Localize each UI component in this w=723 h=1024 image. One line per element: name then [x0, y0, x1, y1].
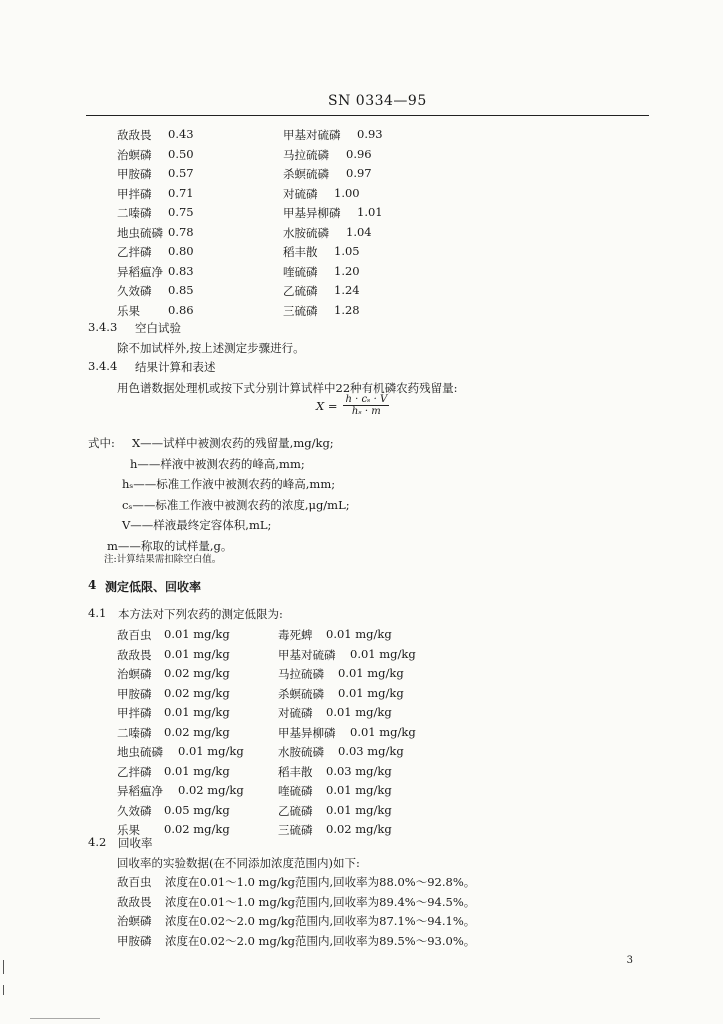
rt-name-right: 对硫磷 — [283, 186, 318, 201]
lod-name-left: 久效磷 — [117, 803, 152, 818]
rt-value-left: 0.75 — [168, 205, 194, 219]
rt-name-left: 甲胺磷 — [117, 167, 152, 181]
rt-name-right: 马拉硫磷 — [283, 147, 329, 162]
rt-name-left: 久效磷 — [117, 284, 152, 298]
lod-value-right: 0.01 mg/kg — [326, 802, 392, 817]
rt-name-left: 敌敌畏 — [117, 128, 152, 142]
rt-value-left: 0.78 — [168, 224, 194, 239]
section-title: 测定低限、回收率 — [105, 580, 202, 594]
rt-value-right: 0.97 — [346, 166, 372, 180]
rt-value-left: 0.80 — [168, 244, 194, 258]
lod-name-right: 对硫磷 — [278, 706, 313, 720]
recovery-text: 浓度在0.01～1.0 mg/kg范围内,回收率为88.0%～92.8%。 — [165, 875, 476, 889]
rt-name-right: 三硫磷 — [283, 303, 318, 318]
document-code-header: SN 0334—95 — [328, 93, 427, 109]
lod-name-left: 敌敌畏 — [117, 647, 152, 662]
section-title: 空白试验 — [135, 321, 181, 335]
lod-value-right: 0.01 mg/kg — [350, 724, 416, 739]
section-body: 回收率的实验数据(在不同添加浓度范围内)如下: — [117, 856, 360, 870]
rt-value-right: 1.20 — [334, 263, 360, 278]
section-body: 除不加试样外,按上述测定步骤进行。 — [117, 341, 305, 355]
lod-name-left: 甲胺磷 — [117, 686, 152, 701]
lod-name-right: 甲基异柳磷 — [278, 725, 336, 740]
rt-name-right: 水胺硫磷 — [283, 225, 329, 240]
lod-name-right: 稻丰散 — [278, 764, 313, 779]
rt-name-right: 乙硫磷 — [283, 284, 318, 298]
note: 注:计算结果需扣除空白值。 — [104, 554, 222, 565]
rt-value-right: 1.01 — [357, 205, 383, 219]
rt-value-left: 0.71 — [168, 185, 194, 200]
lod-value-left: 0.01 mg/kg — [164, 705, 230, 719]
rt-name-left: 乐果 — [117, 303, 140, 318]
section-number: 4.1 — [88, 606, 107, 620]
section-number: 3.4.3 — [88, 320, 118, 334]
recovery-text: 浓度在0.01～1.0 mg/kg范围内,回收率为89.4%～94.5%。 — [165, 894, 476, 909]
lod-name-right: 甲基对硫磷 — [278, 647, 336, 662]
lod-value-left: 0.02 mg/kg — [164, 685, 230, 700]
rt-name-right: 杀螟硫磷 — [283, 167, 329, 181]
rt-name-left: 甲拌磷 — [117, 186, 152, 201]
scan-mark — [3, 985, 4, 995]
rt-value-right: 0.96 — [346, 146, 372, 161]
lod-value-right: 0.01 mg/kg — [326, 783, 392, 797]
recovery-text: 浓度在0.02～2.0 mg/kg范围内,回收率为89.5%～93.0%。 — [165, 933, 476, 948]
formula-denominator: hₛ · m — [351, 406, 381, 417]
formula-numerator: h · cₛ · V — [345, 394, 388, 405]
rt-name-left: 异稻瘟净 — [117, 264, 163, 279]
lod-value-right: 0.02 mg/kg — [326, 822, 392, 836]
rt-name-right: 甲基异柳磷 — [283, 206, 341, 220]
recovery-name: 敌敌畏 — [117, 894, 152, 909]
formula-fraction — [343, 394, 389, 417]
rt-value-left: 0.85 — [168, 283, 194, 297]
rt-value-right: 0.93 — [357, 127, 383, 141]
rt-value-right: 1.28 — [334, 302, 360, 317]
lod-value-left: 0.02 mg/kg — [164, 666, 230, 680]
rt-name-right: 甲基对硫磷 — [283, 128, 341, 142]
lod-name-right: 乙硫磷 — [278, 803, 313, 818]
lod-value-left: 0.01 mg/kg — [164, 646, 230, 661]
rt-value-left: 0.83 — [168, 263, 194, 278]
formula-lhs: X = — [316, 398, 338, 413]
lod-name-right: 喹硫磷 — [278, 784, 313, 798]
lod-name-left: 乙拌磷 — [117, 764, 152, 779]
lod-value-right: 0.01 mg/kg — [338, 666, 404, 680]
lod-value-right: 0.01 mg/kg — [326, 627, 392, 641]
lod-value-left: 0.02 mg/kg — [164, 724, 230, 739]
variable-definition: m——称取的试样量,g。 — [107, 538, 233, 553]
rt-value-right: 1.04 — [346, 224, 372, 239]
lod-name-left: 敌百虫 — [117, 628, 152, 642]
header-rule — [86, 115, 649, 116]
lod-name-left: 异稻瘟净 — [117, 784, 163, 798]
lod-value-left: 0.02 mg/kg — [164, 822, 230, 836]
lod-name-left: 地虫硫磷 — [117, 745, 163, 759]
lod-name-left: 二嗪磷 — [117, 725, 152, 740]
variable-definition: hₛ——标准工作液中被测农药的峰高,mm; — [122, 477, 336, 491]
lod-value-left: 0.01 mg/kg — [164, 627, 230, 641]
lod-value-right: 0.01 mg/kg — [350, 646, 416, 661]
lod-name-left: 乐果 — [117, 823, 140, 837]
rt-value-right: 1.24 — [334, 283, 360, 297]
recovery-name: 敌百虫 — [117, 875, 152, 889]
recovery-name: 甲胺磷 — [117, 933, 152, 948]
rt-value-right: 1.05 — [334, 244, 360, 258]
rt-value-right: 1.00 — [334, 185, 360, 200]
rt-value-left: 0.43 — [168, 127, 194, 141]
variable-definition: h——样液中被测农药的峰高,mm; — [130, 456, 305, 471]
rt-name-left: 二嗪磷 — [117, 206, 152, 220]
lod-value-left: 0.01 mg/kg — [178, 744, 244, 758]
formula — [316, 394, 389, 417]
lod-name-left: 甲拌磷 — [117, 706, 152, 720]
section-title: 结果计算和表述 — [135, 360, 216, 374]
lod-name-right: 水胺硫磷 — [278, 745, 324, 759]
recovery-name: 治螟磷 — [117, 914, 152, 928]
variable-definition: V——样液最终定容体积,mL; — [122, 518, 272, 532]
scan-mark — [3, 960, 4, 974]
rt-value-left: 0.86 — [168, 302, 194, 317]
section-number: 3.4.4 — [88, 359, 118, 373]
variable-definition: X——试样中被测农药的残留量,mg/kg; — [132, 436, 334, 450]
section-number: 4.2 — [88, 835, 107, 849]
lod-name-right: 三硫磷 — [278, 823, 313, 837]
lod-value-left: 0.01 mg/kg — [164, 763, 230, 778]
lod-value-left: 0.05 mg/kg — [164, 802, 230, 817]
lod-value-right: 0.03 mg/kg — [338, 744, 404, 758]
rt-name-right: 稻丰散 — [283, 245, 318, 259]
section-title: 回收率 — [118, 836, 153, 850]
lod-name-right: 毒死蜱 — [278, 628, 313, 642]
rt-name-left: 乙拌磷 — [117, 245, 152, 259]
rt-value-left: 0.57 — [168, 166, 194, 180]
lod-name-right: 杀螟硫磷 — [278, 686, 324, 701]
lod-name-right: 马拉硫磷 — [278, 667, 324, 681]
lod-value-left: 0.02 mg/kg — [178, 783, 244, 797]
page-number: 3 — [626, 955, 633, 966]
rt-name-left: 治螟磷 — [117, 147, 152, 162]
lod-name-left: 治螟磷 — [117, 667, 152, 681]
rt-name-right: 喹硫磷 — [283, 264, 318, 279]
section-body: 本方法对下列农药的测定低限为: — [118, 607, 283, 621]
scan-mark — [30, 1018, 100, 1019]
lod-value-right: 0.01 mg/kg — [326, 705, 392, 719]
recovery-text: 浓度在0.02～2.0 mg/kg范围内,回收率为87.1%～94.1%。 — [165, 914, 476, 928]
where-label: 式中: — [88, 436, 115, 450]
lod-value-right: 0.01 mg/kg — [338, 685, 404, 700]
variable-definition: cₛ——标准工作液中被测农药的浓度,μg/mL; — [122, 497, 350, 512]
section-number: 4 — [88, 578, 97, 592]
rt-name-left: 地虫硫磷 — [117, 225, 163, 240]
rt-value-left: 0.50 — [168, 146, 194, 161]
section-body: 用色谱数据处理机或按下式分别计算试样中22种有机磷农药残留量: — [117, 381, 458, 395]
lod-value-right: 0.03 mg/kg — [326, 763, 392, 778]
